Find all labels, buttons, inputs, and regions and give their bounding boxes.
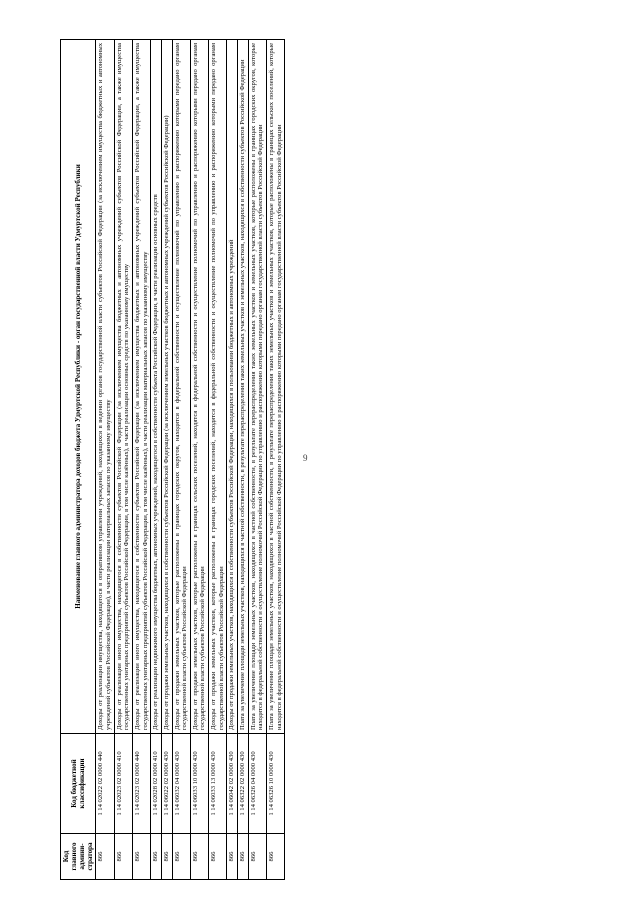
budget-code-cell: 1 14 02023 02 0000 410 (114, 734, 132, 834)
revenue-name-cell: Плата за увеличение площади земельных участков, находящихся в частной собственности, в результате перераспределения таких земельных участков и земельных участков, которые расположены в границах сельских поселений, которые находятся в федеральной собственности и осуществление полномочий Российской Федерации по управлению и распоряжению которыми передано органам государственной власти субъектов Российской Федерации (266, 40, 284, 734)
table-body (96, 40, 285, 880)
table-row (238, 40, 249, 880)
admin-code-cell: 866 (161, 834, 172, 880)
revenue-name-cell: Плата за увеличение площади земельных участков, находящихся в частной собственности, в результате перераспределения таких земельных участков и земельных участков, находящихся в собственности субъектов Российской Федерации (238, 40, 249, 734)
budget-code-cell: 1 14 02023 02 0000 440 (133, 734, 151, 834)
rotated-document (60, 40, 580, 880)
admin-code-cell: 866 (114, 834, 132, 880)
admin-code-cell: 866 (190, 834, 208, 880)
admin-code-cell: 866 (227, 834, 238, 880)
revenue-name-cell: Доходы от реализации имущества, находящегося в оперативном управлении учреждений, находящихся в ведении органов государственной власти субъектов Российской Федерации (за исключением имущества бюджетных и автономных учреждений субъектов Российской Федерации), в части реализации материальных запасов по указанному имуществу (96, 40, 114, 734)
admin-code-cell: 866 (96, 834, 114, 880)
budget-code-cell: 1 14 02028 02 0000 410 (151, 734, 162, 834)
admin-code-cell: 866 (238, 834, 249, 880)
revenue-name-cell: Доходы от продажи земельных участков, находящихся в собственности субъектов Российской Федерации, находящихся в пользовании бюджетных и автономных учреждений (227, 40, 238, 734)
page-number: 9 (303, 453, 308, 463)
budget-code-cell: 1 14 06033 13 0000 430 (209, 734, 227, 834)
budget-code-cell: 1 14 06032 04 0000 430 (172, 734, 190, 834)
admin-code-cell: 866 (266, 834, 284, 880)
budget-code-cell: 1 14 02022 02 0000 440 (96, 734, 114, 834)
table-row (151, 40, 162, 880)
revenue-name-cell: Доходы от реализации недвижимого имущества бюджетных, автономных учреждений, находящегося в собственности субъекта Российской Федерации, в части реализации основных средств (151, 40, 162, 734)
budget-code-cell: 1 14 06322 02 0000 430 (238, 734, 249, 834)
table-row (190, 40, 208, 880)
table-row (266, 40, 284, 880)
revenue-name-cell: Плата за увеличение площади земельных участков, находящихся в частной собственности, в результате перераспределения таких земельных участков и земельных участков, которые расположены в границах городских округов, которые находятся в федеральной собственности и осуществление полномочий Российской Федерации по управлению и распоряжению которыми передано органам государственной власти субъектов Российской Федерации (248, 40, 266, 734)
header-name: Наименование главного администратора доходов бюджета Удмуртской Республики - орган государственной власти Удмуртской Республики (61, 40, 96, 734)
admin-code-cell: 866 (151, 834, 162, 880)
header-admin-code: Код главного админи- стратора (61, 834, 96, 880)
table-row (161, 40, 172, 880)
table-row (248, 40, 266, 880)
table-row (227, 40, 238, 880)
budget-code-cell: 1 14 06326 10 0000 430 (266, 734, 284, 834)
budget-code-cell: 1 14 06042 02 0000 430 (227, 734, 238, 834)
budget-code-cell: 1 14 06033 10 0000 430 (190, 734, 208, 834)
revenue-name-cell: Доходы от продажи земельных участков, которые расположены в границах городских поселений, находятся в федеральной собственности и осуществление полномочий по управлению и распоряжению которыми передано органам государственной власти субъектов Российской Федерации (209, 40, 227, 734)
table-row (172, 40, 190, 880)
revenue-administrators-table (60, 39, 285, 880)
revenue-name-cell: Доходы от реализации иного имущества, находящегося в собственности субъектов Российской Федерации (за исключением имущества бюджетных и автономных учреждений субъектов Российской Федерации, а также имущества государственных унитарных предприятий субъектов Российской Федерации, в том числе казённых), в части реализации основных средств по указанному имуществу (114, 40, 132, 734)
budget-code-cell: 1 14 06326 04 0000 430 (248, 734, 266, 834)
admin-code-cell: 866 (209, 834, 227, 880)
revenue-name-cell: Доходы от продажи земельных участков, находящихся в собственности субъектов Российской Федерации (за исключением земельных участков бюджетных и автономных учреждений субъектов Российской Федерации) (161, 40, 172, 734)
admin-code-cell: 866 (172, 834, 190, 880)
table-row (133, 40, 151, 880)
table-header-row (61, 40, 96, 880)
revenue-name-cell: Доходы от продажи земельных участков, которые расположены в границах городских округов, находятся в федеральной собственности и осуществление полномочий по управлению и распоряжению которыми передано органам государственной власти субъектов Российской Федерации (172, 40, 190, 734)
budget-code-cell: 1 14 06022 02 0000 430 (161, 734, 172, 834)
table-row (96, 40, 114, 880)
revenue-name-cell: Доходы от реализации иного имущества, находящегося в собственности субъектов Российской Федерации (за исключением имущества бюджетных и автономных учреждений субъектов Российской Федерации, а также имущества государственных унитарных предприятий субъектов Российской Федерации, в том числе казённых), в части реализации материальных запасов по указанному имуществу (133, 40, 151, 734)
table-row (114, 40, 132, 880)
table-row (209, 40, 227, 880)
revenue-name-cell: Доходы от продажи земельных участков, которые расположены в границах сельских поселений, находятся в федеральной собственности и осуществление полномочий по управлению и распоряжению которыми передано органам государственной власти субъектов Российской Федерации (190, 40, 208, 734)
admin-code-cell: 866 (248, 834, 266, 880)
header-budget-code: Код бюджетной классификации (61, 734, 96, 834)
admin-code-cell: 866 (133, 834, 151, 880)
